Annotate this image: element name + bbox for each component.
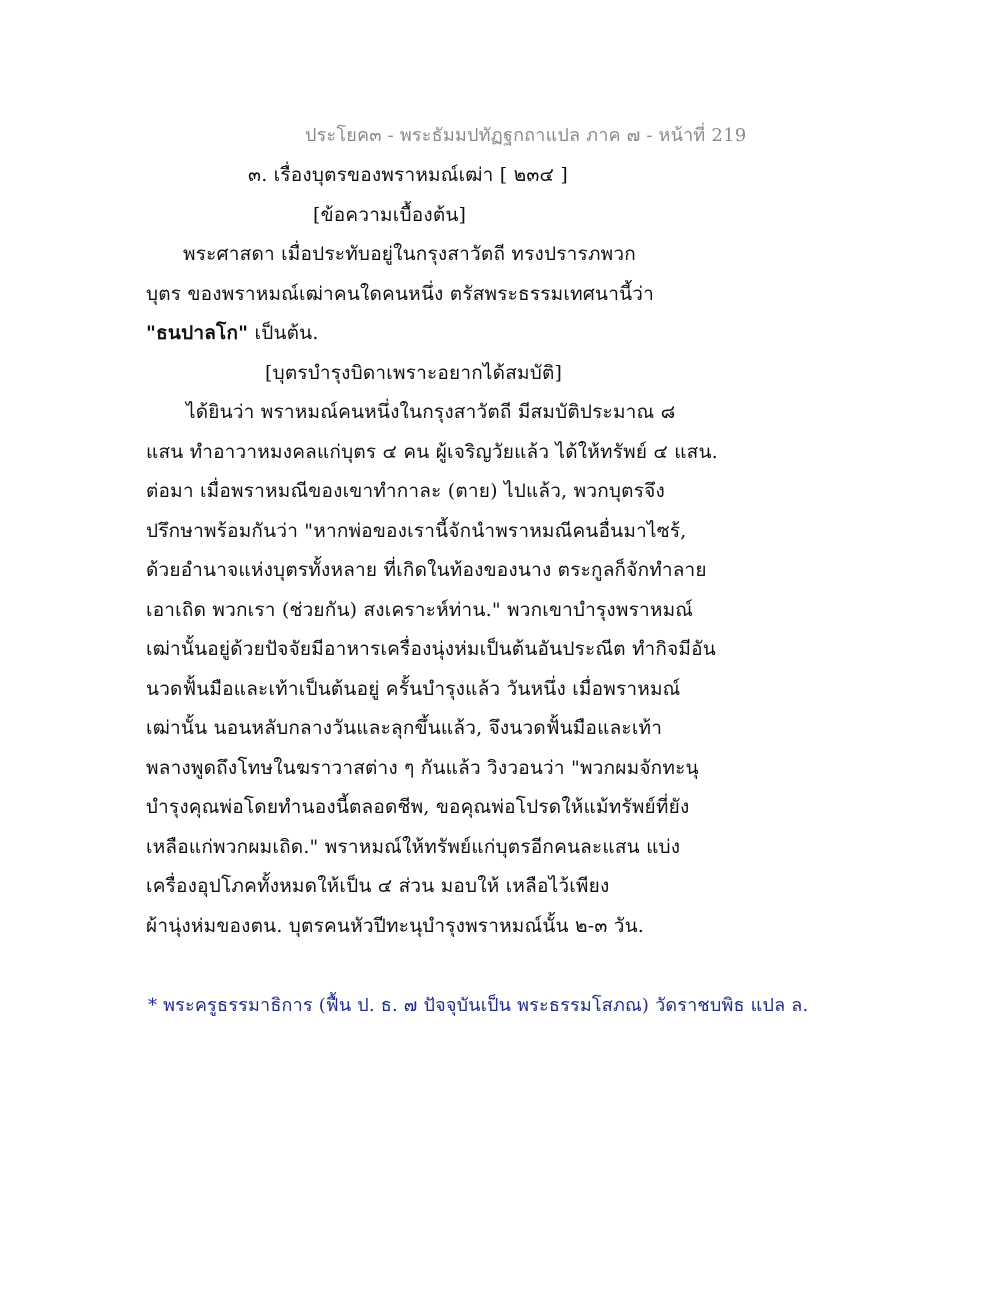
body-line-9: เฒ่านั้น นอนหลับกลางวันและลุกขึ้นแล้ว, จึงนวดฟั้นมือและเท้า <box>146 717 663 739</box>
section-heading-intro: [ข้อความเบื้องต้น] <box>313 204 467 226</box>
intro-line-3 <box>146 321 319 345</box>
body-line-14: ผ้านุ่งห่มของตน. บุตรคนหัวปีทะนุบำรุงพราหมณ์นั้น ๒-๓ วัน. <box>146 915 645 937</box>
dhammapada-quote: "ธนปาลโก" <box>146 322 249 344</box>
translator-footnote: * พระครูธรรมาธิการ (ฟื้น ป. ธ. ๗ ปัจจุบันเป็น พระธรรมโสภณ) วัดราชบพิธ แปล ล. <box>148 995 809 1016</box>
page-header: ประโยค๓ - พระธัมมปทัฏฐกถาแปล ภาค ๗ - หน้าที่ 219 <box>305 125 747 146</box>
intro-line-2: บุตร ของพราหมณ์เฒ่าคนใดคนหนึ่ง ตรัสพระธรรมเทศนานี้ว่า <box>146 283 655 305</box>
body-line-4: ปรึกษาพร้อมกันว่า "หากพ่อของเรานี้จักนำพราหมณีคนอื่นมาไซร้, <box>146 520 687 542</box>
body-line-5: ด้วยอำนาจแห่งบุตรทั้งหลาย ที่เกิดในท้องของนาง ตระกูลก็จักทำลาย <box>146 559 707 581</box>
body-line-6: เอาเถิด พวกเรา (ช่วยกัน) สงเคราะห์ท่าน." พวกเขาบำรุงพราหมณ์ <box>146 599 694 621</box>
intro-quote-rest: เป็นต้น. <box>248 322 319 344</box>
body-line-1: ได้ยินว่า พราหมณ์คนหนึ่งในกรุงสาวัตถี มีสมบัติประมาณ ๘ <box>186 401 676 423</box>
body-line-8: นวดฟั้นมือและเท้าเป็นต้นอยู่ ครั้นบำรุงแล้ว วันหนึ่ง เมื่อพราหมณ์ <box>146 678 681 700</box>
intro-line-1: พระศาสดา เมื่อประทับอยู่ในกรุงสาวัตถี ทรงปรารภพวก <box>183 243 636 265</box>
body-line-13: เครื่องอุปโภคทั้งหมดให้เป็น ๔ ส่วน มอบให้ เหลือไว้เพียง <box>146 875 610 897</box>
body-line-7: เฒ่านั้นอยู่ด้วยปัจจัยมีอาหารเครื่องนุ่งห่มเป็นต้นอันประณีต ทำกิจมีอัน <box>146 638 716 660</box>
body-line-11: บำรุงคุณพ่อโดยทำนองนี้ตลอดชีพ, ขอคุณพ่อโปรดให้แม้ทรัพย์ที่ยัง <box>146 796 690 818</box>
story-title: ๓. เรื่องบุตรของพราหมณ์เฒ่า [ ๒๓๔ ] <box>248 164 568 186</box>
body-line-2: แสน ทำอาวาหมงคลแก่บุตร ๔ คน ผู้เจริญวัยแล้ว ได้ให้ทรัพย์ ๔ แสน. <box>146 441 718 463</box>
body-line-12: เหลือแก่พวกผมเถิด." พราหมณ์ให้ทรัพย์แก่บุตรอีกคนละแสน แบ่ง <box>146 836 681 858</box>
body-line-3: ต่อมา เมื่อพราหมณีของเขาทำกาละ (ตาย) ไปแล้ว, พวกบุตรจึง <box>146 480 665 502</box>
body-line-10: พลางพูดถึงโทษในฆราวาสต่าง ๆ กันแล้ว วิงวอนว่า "พวกผมจักทะนุ <box>146 757 699 779</box>
section-heading-care: [บุตรบำรุงบิดาเพราะอยากได้สมบัติ] <box>265 362 563 384</box>
